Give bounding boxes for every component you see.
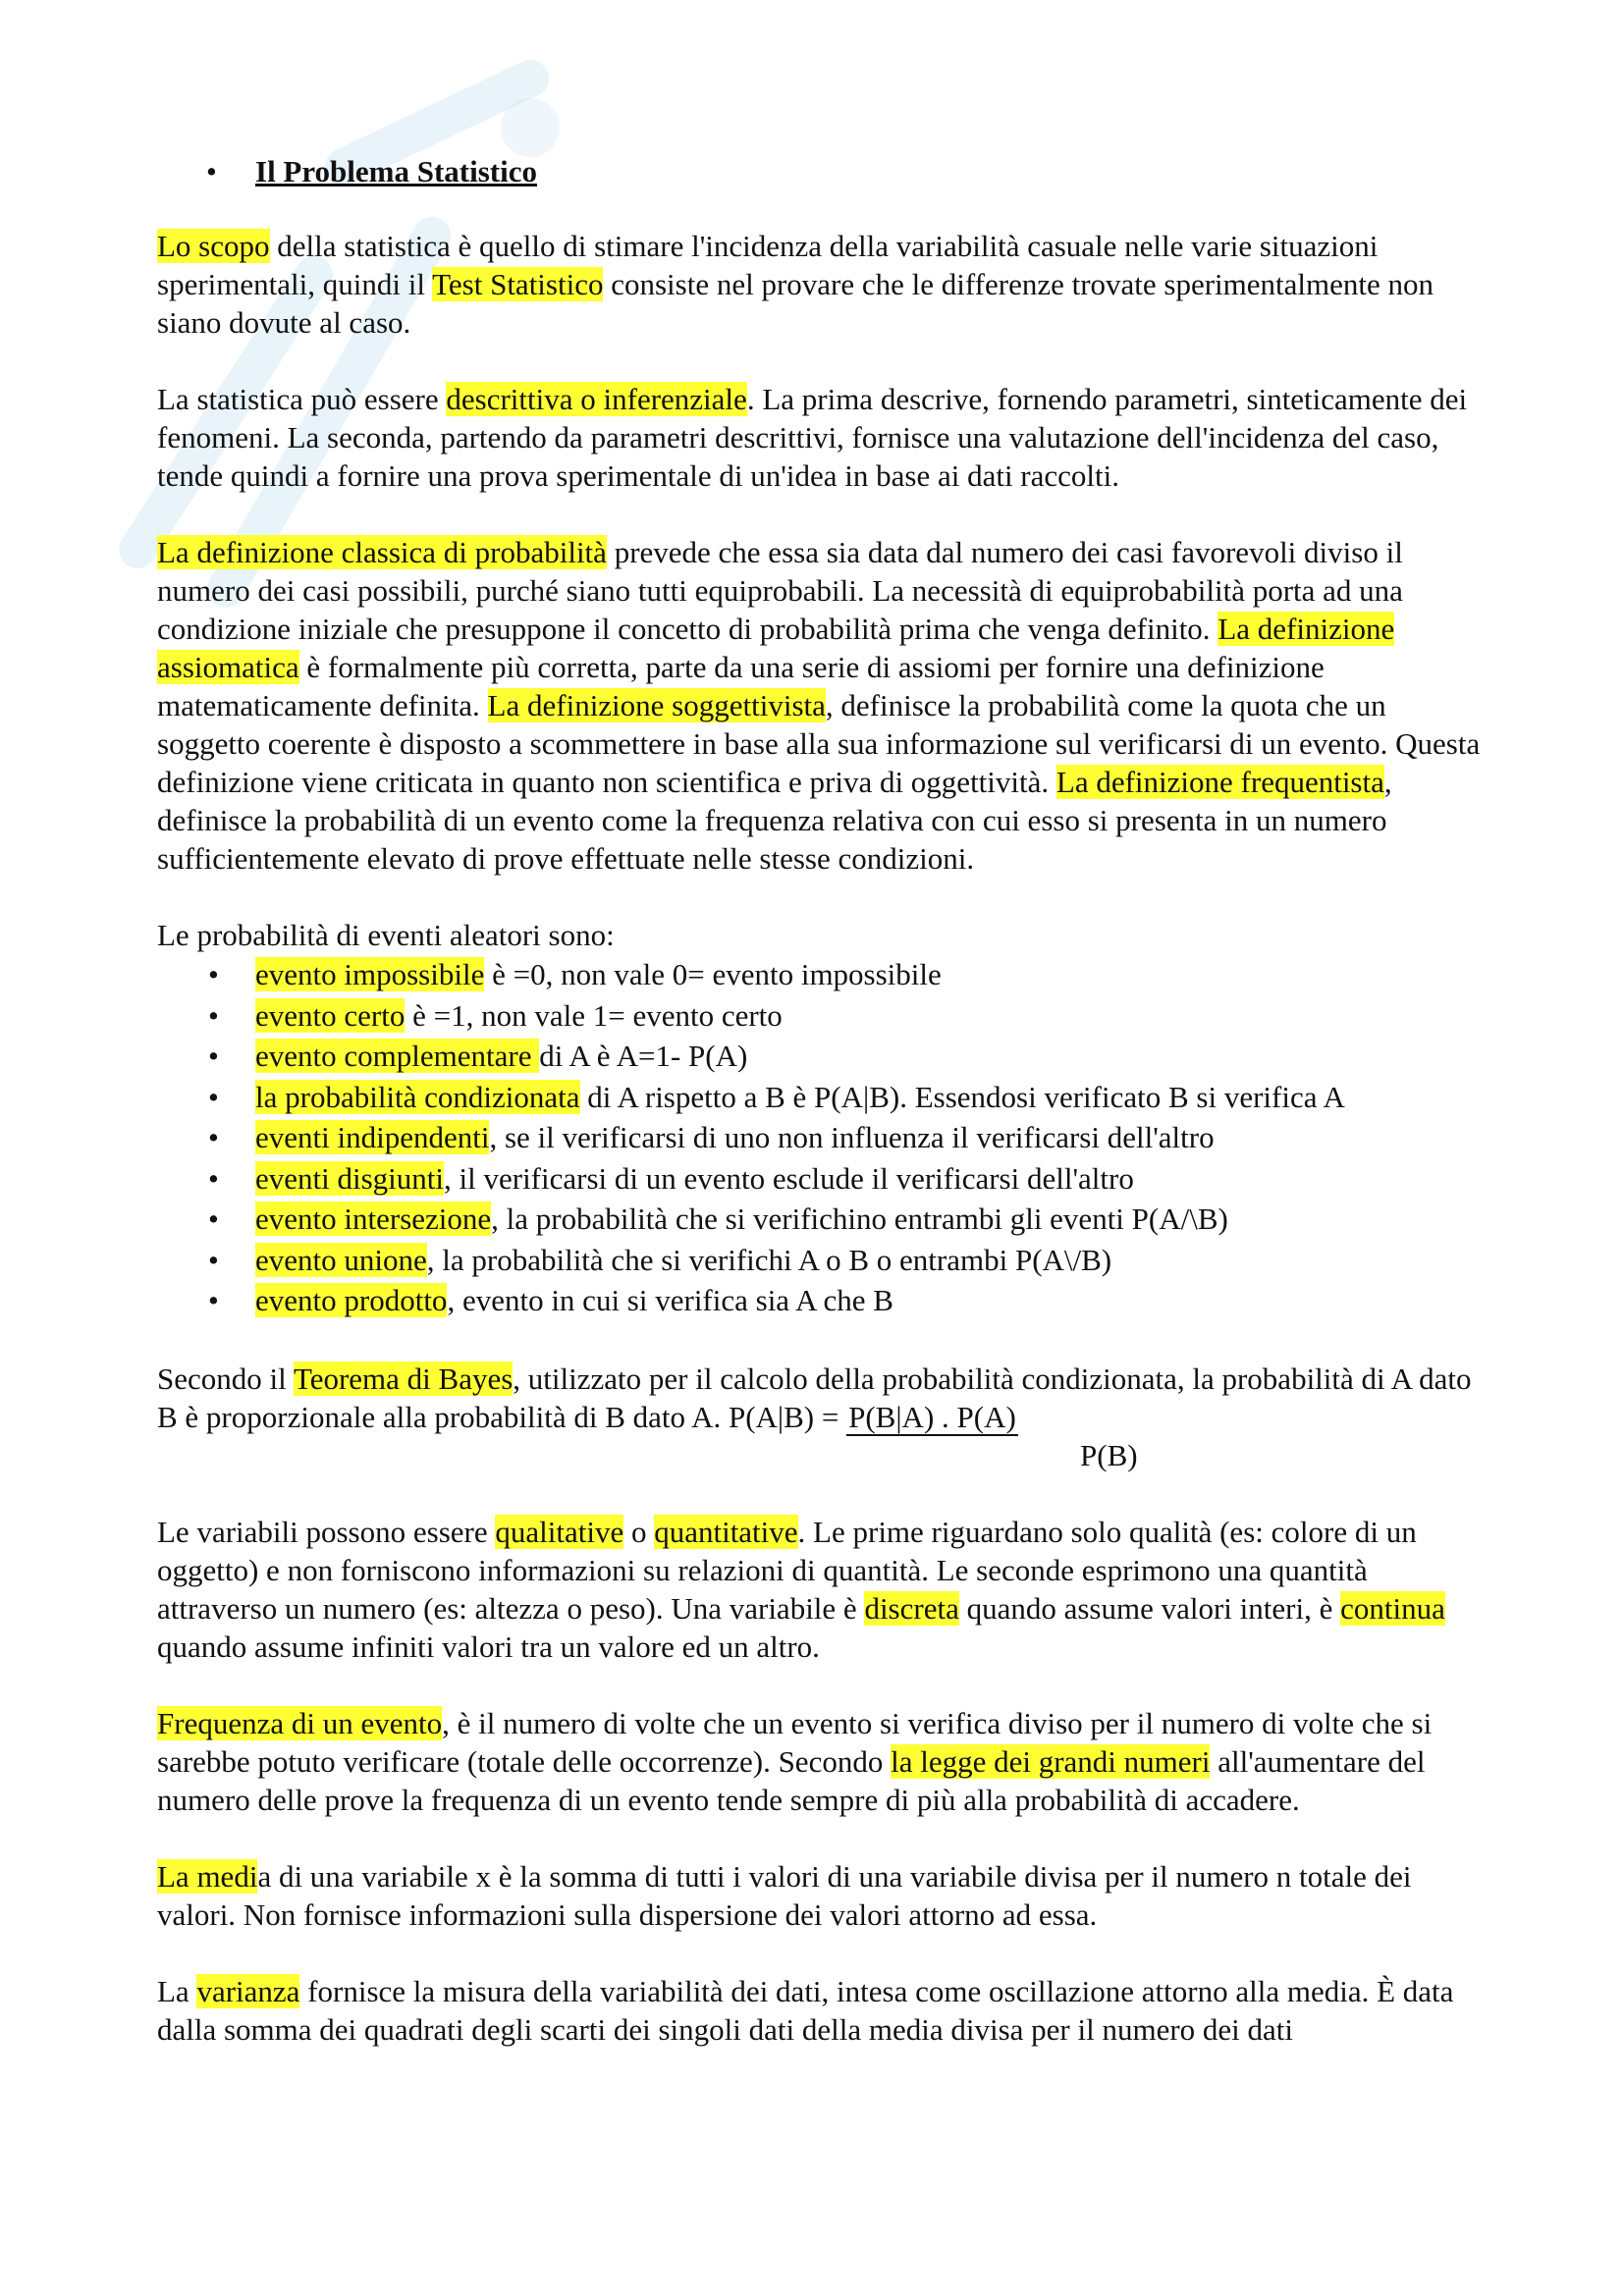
bullet: • (208, 1201, 219, 1236)
bullet: • (206, 154, 217, 188)
paragraph-types: La statistica può essere descrittiva o inferenziale. La prima descrive, fornendo parametri, sinteticamente dei fenomeni. La seconda, partendo da parametri descrittivi, fornisce una valutazione dell'incidenza del caso, tende quindi a fornire una prova sperimentale di un'idea in base ai dati raccolti. (157, 382, 1468, 493)
highlight: quantitative (654, 1514, 798, 1549)
paragraph-frequency: Frequenza di un evento, è il numero di volte che un evento si verifica diviso per il numero di volte che si sarebbe potuto verificare (totale delle occorrenze). Secondo la legge dei grandi numeri all'aumentare del numero delle prove la frequenza di un evento tende sempre di più alla probabilità di accadere. (157, 1705, 1433, 1817)
paragraph-mean: La media di una variabile x è la somma di tutti i valori di una variabile divisa per il numero n totale dei valori. Non fornisce informazioni sulla dispersione dei valori attorno ad essa. (157, 1858, 1412, 1932)
paragraph-variance: La varianza fornisce la misura della variabilità dei dati, intesa come oscillazione attorno alla media. È data dalla somma dei quadrati degli scarti dei singoli dati della media divisa per il numero dei dati (157, 1973, 1454, 2047)
bullet: • (208, 1120, 219, 1154)
highlight: la legge dei grandi numeri (891, 1743, 1211, 1779)
formula-numerator: P(B|A) . P(A) (848, 1399, 1016, 1434)
bullet: • (208, 957, 219, 991)
highlight: descrittiva o inferenziale (446, 382, 747, 416)
events-list (157, 954, 1492, 1321)
bullet: • (208, 1039, 219, 1073)
bullet: • (208, 997, 219, 1033)
highlight: La medi (157, 1858, 258, 1894)
bullet: • (208, 1242, 219, 1277)
list-item: • evento unione, la probabilità che si verifichi A o B o entrambi P(A\/B) (157, 1240, 1492, 1281)
paragraph-scope: Lo scopo della statistica è quello di stimare l'incidenza della variabilità casuale nelle varie situazioni sperimentali, quindi il Test Statistico consiste nel provare che le differenze trovate sperimentalmente non siano dovute al caso. (157, 229, 1434, 340)
paragraph-variables: Le variabili possono essere qualitative o quantitative. Le prime riguardano solo qualità (es: colore di un oggetto) e non forniscono informazioni su relazioni di quantità. Le seconde esprimono una quantità attraverso un numero (es: altezza o peso). Una variabile è discreta quando assume valori interi, è continua quando assume infiniti valori tra un valore ed un altro. (157, 1514, 1445, 1664)
list-item: • evento prodotto, evento in cui si verifica sia A che B (157, 1280, 1492, 1321)
paragraph-definitions: La definizione classica di probabilità prevede che essa sia data dal numero dei casi favorevoli diviso il numero dei casi possibili, purché siano tutti equiprobabili. La necessità di equiprobabilità porta ad una condizione iniziale che presuppone il concetto di probabilità prima che venga definito. La definizione assiomatica è formalmente più corretta, parte da una serie di assiomi per fornire una definizione matematicamente definita. La definizione soggettivista, definisce la probabilità come la quota che un soggetto coerente è disposto a scommettere in base alla sua informazione sul verificarsi di un evento. Questa definizione viene criticata in quanto non scientifica e priva di oggettività. La definizione frequentista, definisce la probabilità di un evento come la frequenza relativa con cui esso si presenta in un numero sufficientemente elevato di prove effettuate nelle stesse condizioni. (157, 535, 1481, 876)
highlight: La definizione classica di probabilità (157, 535, 607, 569)
highlight: Frequenza di un evento (157, 1705, 443, 1740)
list-item: • la probabilità condizionata di A rispetto a B è P(A|B). Essendosi verificato B si verifica A (157, 1077, 1492, 1118)
highlight: Test Statistico (432, 267, 604, 301)
document-body (157, 152, 1492, 2087)
list-item: • evento certo è =1, non vale 1= evento certo (157, 995, 1492, 1037)
formula-denominator: P(B) (1080, 1437, 1138, 1472)
heading-title: Il Problema Statistico (255, 154, 538, 188)
highlight: qualitative (495, 1514, 624, 1549)
section-heading (157, 152, 1492, 190)
list-item: • eventi indipendenti, se il verificarsi di uno non influenza il verificarsi dell'altro (157, 1117, 1492, 1158)
list-item: • evento complementare di A è A=1- P(A) (157, 1036, 1492, 1077)
list-item: • evento intersezione, la probabilità che si verifichino entrambi gli eventi P(A/\B) (157, 1199, 1492, 1240)
highlight: discreta (864, 1590, 959, 1626)
highlight: varianza (196, 1973, 300, 2008)
bullet: • (208, 1283, 219, 1317)
bullet: • (208, 1079, 219, 1114)
highlight: Teorema di Bayes (293, 1361, 514, 1396)
paragraph-bayes: Secondo il Teorema di Bayes, utilizzato per il calcolo della probabilità condizionata, la probabilità di A dato B è proporzionale alla probabilità di B dato A. P(A|B) = P(B|A) . P(A) P(B) (157, 1361, 1472, 1472)
list-item: • evento impossibile è =0, non vale 0= evento impossibile (157, 954, 1492, 995)
bullet: • (208, 1160, 219, 1196)
highlight: La definizione assiomatica (157, 612, 1395, 684)
highlight: continua (1340, 1590, 1445, 1626)
list-item: • eventi disgiunti, il verificarsi di un evento esclude il verificarsi dell'altro (157, 1158, 1492, 1200)
highlight: Lo scopo (157, 229, 270, 263)
highlight: La definizione soggettivista (487, 688, 826, 722)
highlight: La definizione frequentista (1055, 765, 1384, 799)
paragraph-events-intro: Le probabilità di eventi aleatori sono: (157, 918, 615, 952)
